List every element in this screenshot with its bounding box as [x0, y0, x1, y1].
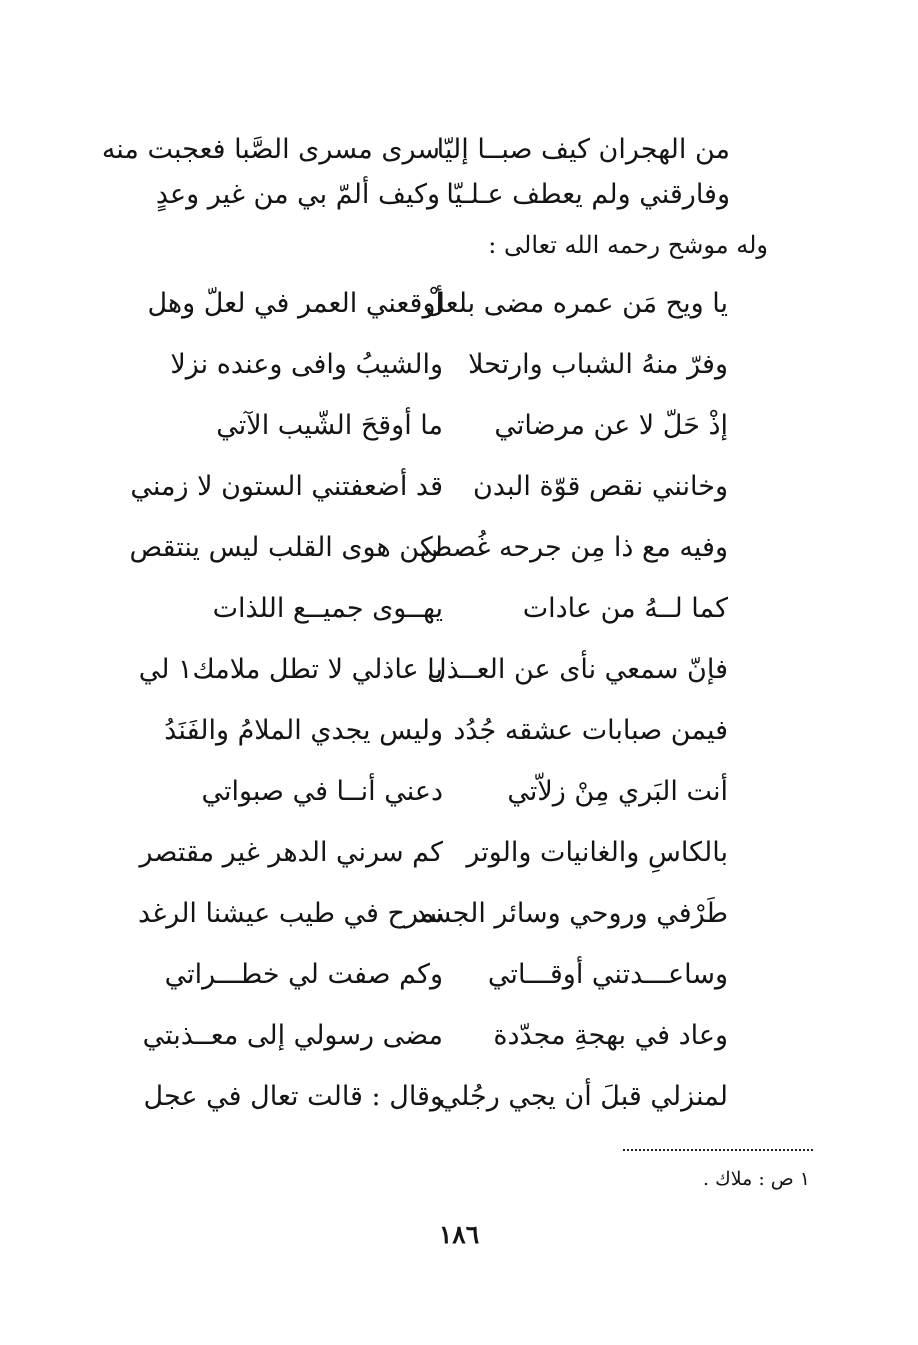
verse-1-second-hemistich: من الهجران كيف صبــا إليّا — [436, 134, 730, 165]
verse-2-second-hemistich: وفارقني ولم يعطف عـلـيّا — [446, 179, 730, 210]
poem-line-12-right: وكم صفت لي خطـــراتي — [164, 959, 443, 990]
poem-line-2-right: والشيبُ وافى وعنده نزلا — [170, 349, 443, 380]
poem-line-7-right: يا عاذلي لا تطل ملامك١ لي — [138, 654, 443, 685]
footnote-divider — [623, 1149, 813, 1151]
poem-line-5-left: وفيه مع ذا مِن جرحه غُصص — [419, 532, 728, 563]
poem-line-14-left: لمنزلي قبلَ أن يجي رجُلي — [438, 1081, 728, 1112]
poem-line-10-right: كم سرني الدهر غير مقتصر — [139, 837, 443, 868]
poem-line-14-right: وقال : قالت تعال في عجل — [143, 1081, 443, 1112]
poem-line-12-left: وساعـــدتني أوقـــاتي — [487, 959, 728, 990]
poem-line-6-right: يهــوى جميــع اللذات — [212, 593, 443, 624]
poem-line-8-left: فيمن صبابات عشقه جُدُد — [453, 715, 728, 746]
poem-line-1-left: يا ويح مَن عمره مضى بلعلْ — [425, 288, 728, 319]
verse-1-first-hemistich: سرى مسرى الصَّبا فعجبت منه — [101, 134, 440, 165]
poem-line-3-right: ما أوقحَ الشّيب الآتي — [216, 410, 443, 441]
poem-line-7-left: فإنّ سمعي نأى عن العــذل — [427, 654, 728, 685]
poem-line-8-right: وليس يجدي الملامُ والفَنَدُ — [164, 715, 443, 746]
poem-line-4-right: قد أضعفتني الستون لا زمني — [130, 471, 443, 502]
poem-line-6-left: كما لــهُ من عادات — [522, 593, 728, 624]
verse-2-first-hemistich: وكيف ألمّ بي من غير وعدٍ — [155, 179, 440, 210]
poem-line-11-left: طَرْفي وروحي وسائر الجسد — [414, 898, 728, 929]
page-number: ١٨٦ — [438, 1220, 480, 1249]
poem-line-3-left: إذْ حَلّ لا عن مرضاتي — [494, 410, 728, 441]
footnote: ١ ص : ملاك . — [703, 1168, 810, 1190]
poem-line-13-right: مضى رسولي إلى معــذبتي — [142, 1020, 443, 1051]
poem-line-9-right: دعني أنــا في صبواتي — [201, 776, 443, 807]
poem-line-13-left: وعاد في بهجةِ مجدّدة — [493, 1020, 728, 1051]
poem-line-1-right: أوقعني العمر في لعلّ وهل — [147, 288, 443, 319]
poem-line-9-left: أنت البَري مِنْ زلاّتي — [507, 776, 728, 807]
muwashshah-intro: وله موشح رحمه الله تعالى : — [488, 231, 768, 259]
poem-line-11-right: نمرح في طيب عيشنا الرغد — [138, 898, 443, 929]
poem-line-5-right: لكن هوى القلب ليس ينتقص — [129, 532, 443, 563]
poem-line-2-left: وفرّ منهُ الشباب وارتحلا — [468, 349, 728, 380]
poem-line-4-left: وخانني نقص قوّة البدن — [473, 471, 728, 502]
poem-line-10-left: بالكاسِ والغانيات والوتر — [466, 837, 728, 868]
